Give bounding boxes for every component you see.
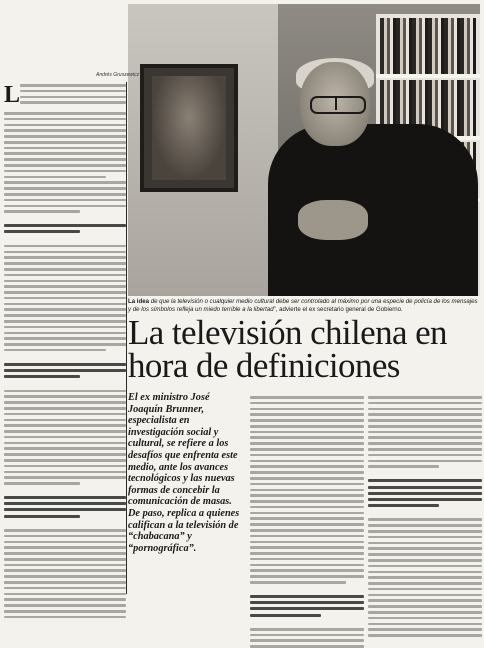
body-column-3-lines [368, 396, 482, 637]
caption-lead: La idea [128, 298, 149, 305]
intro-column-lines [4, 112, 126, 618]
photo-subject-glasses [310, 96, 366, 114]
intro-paragraph-lines [20, 82, 126, 104]
caption-rest: ”, advierte el ex secretario general de Gobierno. [273, 305, 403, 313]
intro-column [4, 82, 126, 592]
body-column-3 [368, 396, 482, 596]
bookshelf-row [380, 18, 476, 74]
photo-subject-hand [298, 200, 368, 240]
body-column-2 [250, 396, 364, 596]
interview-photo [128, 4, 480, 296]
photo-caption [128, 298, 480, 313]
bookshelf-board [376, 74, 480, 78]
dropcap-letter: L [4, 82, 21, 108]
article-byline: Andrés Gruszewicz [96, 72, 140, 78]
caption-quote: de que la televisión o cualquier medio cultural debe ser controlado al máximo por una especie de policía de los mensajes y de los símbolos refleja un miedo terrible a la libertad [128, 298, 478, 313]
article-lede: El ex ministro José Joaquín Brunner, especialista en investigación social y cultural, se refiere a los desafíos que enfrenta este medio, ante los avances tecnológicos y las nuevas formas de concebir la comunicación de masas. De paso, replica a quienes califican a la televisión de “chabacana” y “pornográfica”. [128, 392, 240, 554]
column-rule [126, 82, 127, 594]
photo-wall-painting [140, 64, 238, 192]
body-column-2-lines [250, 396, 364, 648]
page-title: La televisión chilena en hora de definiciones [128, 313, 447, 385]
